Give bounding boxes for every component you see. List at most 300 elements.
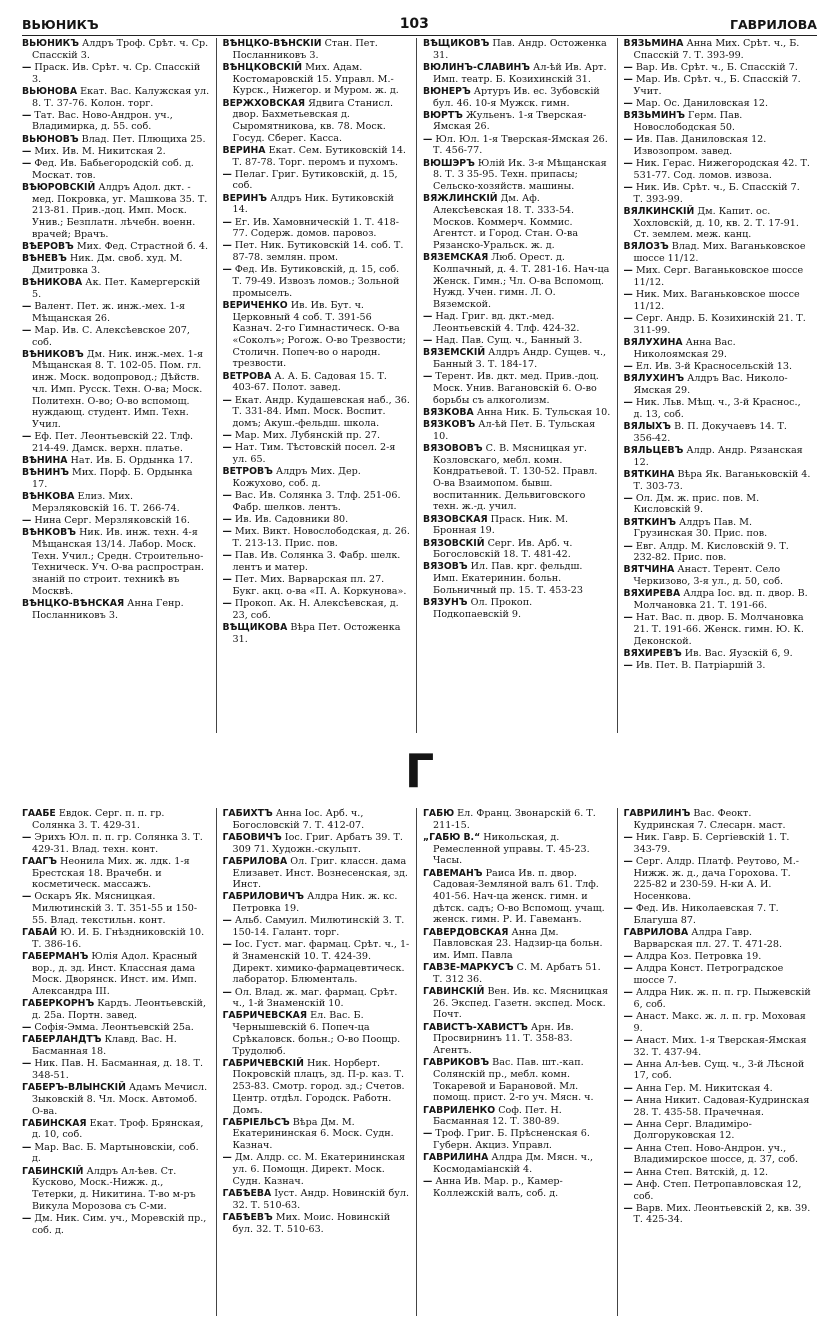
entry-details: Алдра Конст. Петроградское шоссе 7. <box>632 963 784 986</box>
entry-details: Ак. Пет. Камергерскій 5. <box>32 277 201 300</box>
directory-entry <box>223 442 411 465</box>
directory-entry <box>223 193 411 216</box>
directory-entry <box>624 1119 812 1142</box>
entry-details: Вас. Феокт. Кудринская 7. Слесарн. маст. <box>633 808 786 831</box>
entry-surname: — <box>623 963 633 975</box>
entry-surname: — <box>623 313 633 325</box>
entry-surname: — <box>22 300 32 312</box>
entry-details: Мар. Ив. С. Алексѣевское 207, соб. <box>31 324 190 348</box>
directory-entry <box>223 98 411 145</box>
entry-details: Анна Генр. Посланниковъ 3. <box>32 598 184 621</box>
directory-entry <box>423 986 611 1021</box>
entry-surname: — <box>423 371 433 383</box>
entry-surname: ВѢНЦКО-ВѢНСКІЙ <box>222 38 322 49</box>
entry-surname: ВЯЛЬЦЕВЪ <box>623 444 684 456</box>
entry-surname: ГАВЕМАНЪ <box>423 867 483 879</box>
directory-entry <box>423 335 611 347</box>
entry-surname: ВѢНЦКО-ВѢНСКАЯ <box>22 598 125 610</box>
directory-entry <box>423 110 611 133</box>
entry-details: Мар. Мих. Лубянскій пр. 27. <box>231 430 381 442</box>
entry-details: Анф. Степ. Петропавловская 12, соб. <box>632 1178 802 1202</box>
entry-surname: — <box>623 1010 633 1022</box>
directory-entry <box>423 1176 611 1199</box>
entry-details: Алдра Гавр. Варварская пл. 27. Т. 471-28. <box>633 927 783 950</box>
entry-surname: ГАБЕРЪ-ВЛЫНСКІЙ <box>22 1082 126 1094</box>
entry-surname: ГАВИНСКІЙ <box>423 986 485 998</box>
entry-surname: ГАБЕРЛАНДТЪ <box>22 1034 102 1046</box>
directory-entry <box>22 349 210 431</box>
directory-entry <box>624 361 812 373</box>
directory-entry <box>22 158 210 181</box>
entry-details: Юлій Ик. 3-я Мѣщанская 8. Т. 3 35-95. Техн. припасы; Сельско-хозяйств. машины. <box>433 157 607 192</box>
entry-surname: ВЯЛОЗЪ <box>623 241 669 253</box>
entry-details: Вар. Ив. Срѣт. ч., Б. Спасскій 7. <box>632 61 798 73</box>
entry-details: Мих. Викт. Новослободская, д. 26. Т. 213-13. Прис. пов. <box>231 526 410 550</box>
directory-entry <box>22 241 210 253</box>
entry-details: Анаст. Терент. Село Черкизово, 3-я ул., д. 50, соб. <box>633 564 784 588</box>
entry-surname: ВѢНИКОВЪ <box>22 348 84 360</box>
entry-details: Софія-Эмма. Леонтьевскій 25а. <box>31 1022 194 1034</box>
directory-entry <box>223 371 411 394</box>
directory-entry <box>423 158 611 193</box>
entry-details: Евдок. Серг. п. п. гр. Солянка 3. Т. 429-31. <box>32 808 165 831</box>
entry-surname: ВЬЮНИКЪ <box>22 38 79 49</box>
entry-surname: — <box>423 1128 433 1140</box>
entry-surname: ВЯЗОВСКАЯ <box>423 513 488 525</box>
directory-entry <box>22 38 210 61</box>
entry-surname: ГАБРИЧЕВСКАЯ <box>222 1010 308 1022</box>
directory-entry <box>423 808 611 831</box>
directory-entry <box>223 1058 411 1117</box>
entry-details: Фед. Ив. Николаевская 7. Т. Благуша 87. <box>632 903 779 926</box>
entry-surname: ВѢНКОВА <box>22 491 75 503</box>
directory-entry <box>223 145 411 168</box>
entry-details: Анна Ив. Мар. р., Камер-Коллежскій валъ, соб. д. <box>432 1176 563 1199</box>
directory-entry <box>223 808 411 831</box>
entry-surname: — <box>623 855 633 867</box>
entry-surname: „ГАБЮ В.“ <box>423 831 481 843</box>
entry-surname: ВѢНЕВЪ <box>22 253 67 265</box>
directory-entry <box>223 939 411 986</box>
entry-details: Іос. Григ. Арбатъ 39. Т. 309 71. Художн.-скульпт. <box>232 831 403 855</box>
entry-details: Ал-ѣй Ив. Арт. Имп. театр. Б. Козихинскій 31. <box>433 61 607 85</box>
entry-surname: — <box>22 891 32 903</box>
directory-entry <box>624 241 812 264</box>
entry-surname: ВЯЗЬМИНА <box>623 38 684 49</box>
entry-surname: — <box>222 915 232 927</box>
directory-entry <box>624 832 812 855</box>
entry-details: Екат. Сем. Бутиковскій 14. Т. 87-78. Торг. перомъ и пухомъ. <box>232 144 406 168</box>
entry-surname: — <box>623 1202 633 1214</box>
entry-details: Терент. Ив. дкт. мед. Прив.-доц. Моск. Унив. Вагановскій 6. О-во борьбы съ алкоголизм. <box>432 371 599 406</box>
entry-surname: ВЮНЕРЪ <box>423 85 471 97</box>
entry-details: Анаст. Мих. 1-я Тверская-Ямская 32. Т. 437-94. <box>632 1034 807 1058</box>
entry-details: Мар. Ос. Даниловская 12. <box>632 98 768 110</box>
directory-entry <box>624 1203 812 1226</box>
column <box>217 38 418 733</box>
directory-entry <box>22 1034 210 1057</box>
entry-details: Прокоп. Ак. Н. Алексѣевская, д. 23, соб. <box>231 598 399 621</box>
entry-surname: ГАВЕРДОВСКАЯ <box>423 926 509 938</box>
entry-surname: — <box>623 540 633 552</box>
entry-details: Адамъ Мечисл. Зыковскій 8. Чл. Моск. Автомоб. О-ва. <box>32 1082 208 1117</box>
directory-entry <box>22 277 210 300</box>
entry-surname: — <box>22 158 32 170</box>
directory-entry <box>22 1082 210 1117</box>
entry-details: Клавд. Вас. Н. Басманная 18. <box>32 1034 177 1058</box>
directory-entry <box>223 169 411 192</box>
entry-details: Ник. Гавр. Б. Сергіевскій 1. Т. 343-79. <box>632 831 790 855</box>
entry-details: Ив. Вас. Яузскій 6, 9. <box>681 647 793 659</box>
directory-entry <box>624 313 812 336</box>
entry-surname: — <box>623 987 633 999</box>
entry-details: Ник. Пав. Н. Басманная, д. 18. Т. 348-51. <box>31 1058 204 1081</box>
entry-details: Анна Іос. Арб. ч., Богословскій 7. Т. 412-07. <box>232 808 365 831</box>
entry-details: Анна Степ. Вятскій, д. 12. <box>632 1166 769 1178</box>
entry-surname: ГАБРИЛОВИЧЪ <box>222 891 305 903</box>
entry-details: Анна Степ. Ново-Андрон. уч., Владимирское шоссе, д. 37, соб. <box>632 1142 799 1166</box>
directory-entry <box>624 1011 812 1034</box>
directory-entry <box>22 1058 210 1081</box>
directory-entry <box>22 927 210 950</box>
entry-details: Алдр. Андр. Рязанская 12. <box>633 444 803 468</box>
section-letter: Г <box>404 744 435 798</box>
directory-entry <box>423 1152 611 1175</box>
entry-details: Ив. Пет. В. Патріаршій 3. <box>632 660 766 672</box>
entry-surname: — <box>623 492 633 504</box>
entry-surname: ВЕРИНЪ <box>222 192 268 204</box>
directory-entry <box>423 134 611 157</box>
entry-details: Дм. Ник. инж.-мех. 1-я Мѣщанская 8. Т. 102-05. Пом. гл. инж. Моск. водопровод.; Дѣйств. чл. Имп. Русск. Техн. О-ва; Моск. Политехн. О-во; О-во вспомощ. нуждающ. студент. Имп. Техн. Учил. <box>32 348 204 430</box>
entry-surname: ВЯЗОВСКІЙ <box>423 537 485 549</box>
entry-surname: ВѢНИНЪ <box>22 467 69 479</box>
directory-entry <box>624 74 812 97</box>
entry-surname: — <box>623 74 633 86</box>
column <box>618 38 818 733</box>
directory-entry <box>423 868 611 927</box>
entry-details: Пав. Ив. Солянка 3. Фабр. шелк. лентъ и матер. <box>231 550 401 573</box>
directory-entry <box>423 407 611 419</box>
entry-surname: ГАБАЙ <box>22 927 58 939</box>
directory-entry <box>22 455 210 467</box>
entry-details: Арн. Ив. Просвирнинъ 11. Т. 358-83. Агентъ. <box>433 1021 574 1057</box>
entry-surname: — <box>423 335 433 347</box>
entry-details: Екат. Вас. Калужская ул. 8. Т. 37-76. Колон. торг. <box>32 85 210 109</box>
entry-details: Алдръ Ал-ѣев. Ст. Кусково, Моск.-Нижж. д., Тетерки, д. Никитина. Т-во м-ръ Викула Морозова съ С-ми. <box>32 1165 196 1212</box>
entry-details: Праск. Ник. М. Бронная 19. <box>433 513 569 537</box>
directory-entry <box>624 493 812 516</box>
entry-surname: ВЮШЭРЪ <box>423 157 475 169</box>
header-right: ГАВРИЛОВА <box>729 17 817 32</box>
directory-entry <box>423 1057 611 1104</box>
entry-details: Раиса Ив. п. двор. Садовая-Земляной валъ 61. Тлф. 401-56. Нач-ца женск. гимн. и дѣтск. садъ; О-во Вспомощ. учащ. женск. гимн. Р. И. Гавеманъ. <box>433 867 605 926</box>
entry-details: Вѣра Як. Ваганьковскій 4. Т. 303-73. <box>633 468 811 492</box>
entry-details: Алдра Іос. вд. п. двор. В. Молчановка 21. Т. 191-66. <box>633 588 808 612</box>
directory-entry <box>624 856 812 903</box>
entry-surname: — <box>222 168 232 180</box>
entry-details: Пет. Ник. Бутиковскій 14. соб. Т. 87-78. землян. пром. <box>231 240 404 264</box>
entry-surname: ВЮРТЪ <box>423 109 463 121</box>
directory-entry <box>624 588 812 611</box>
entry-surname: — <box>423 133 433 145</box>
entry-surname: ВЕТРОВА <box>222 370 272 382</box>
entry-surname: ГАБЮ <box>423 808 455 819</box>
directory-entry <box>624 1059 812 1082</box>
entry-details: Юл. Юл. 1-я Тверская-Ямская 26. Т. 456-77. <box>432 133 608 157</box>
directory-entry <box>22 182 210 241</box>
entry-details: Алдра Ник. ж. кс. Петровка 19. <box>232 891 398 915</box>
entry-details: Пет. Мих. Варварская пл. 27. Букг. акц. о-ва «П. А. Коркунова». <box>231 574 407 597</box>
entry-details: Юлія Адол. Красный вор., д. зд. Инст. Классная дама Моск. Дворянск. Инст. им. Имп. Александра III. <box>32 950 198 998</box>
entry-details: Эрихъ Юл. п. п. гр. Солянка 3. Т. 429-31. Влад. техн. конт. <box>31 831 203 855</box>
entry-surname: ВЯЛЫХЪ <box>623 421 672 432</box>
directory-entry <box>624 98 812 110</box>
directory-entry <box>22 856 210 891</box>
entry-details: Люб. Орест. д. Колпачный, д. 4. Т. 281-16. Нач-ца Женск. Гимн.; Чл. О-ва Вспомощ. Нужд. Учен. гимн. Л. О. Вяземской. <box>433 252 610 310</box>
directory-entry <box>624 265 812 288</box>
column <box>417 38 618 733</box>
entry-details: Ядвига Станисл. двор. Бахметьевская д. Сыромятникова, кв. 78. Моск. Госуд. Сберег. Касса. <box>232 97 394 144</box>
directory-entry <box>223 832 411 855</box>
entry-surname: ГАБИНСКІЙ <box>22 1165 84 1177</box>
entry-surname: — <box>623 61 633 73</box>
entry-details: Ол. Влад. ж. маг. фармац. Срѣт. ч., 1-й Знаменскій 10. <box>231 986 398 1010</box>
directory-entry <box>22 110 210 133</box>
entry-surname: ГАВРИКОВЪ <box>423 1057 490 1069</box>
directory-entry <box>423 597 611 620</box>
entry-surname: — <box>22 324 32 336</box>
entry-surname: ГАБРИЧЕВСКІЙ <box>222 1057 304 1069</box>
entry-details: Варв. Мих. Леонтьевскій 2, кв. 39. Т. 425-34. <box>632 1202 811 1226</box>
directory-entry <box>22 808 210 831</box>
entry-details: Ел. Вас. Б. Чернышевскій 6. Попеч-ца Срѣкаловск. больн.; О-во Поощр. Трудолюб. <box>232 1010 401 1057</box>
entry-surname: — <box>222 240 232 252</box>
directory-entry <box>22 1213 210 1236</box>
header-left: ВЬЮНИКЪ <box>22 17 99 32</box>
directory-entry <box>223 490 411 513</box>
entry-details: Вас. Ив. Солянка 3. Тлф. 251-06. Фабр. шелков. лентъ. <box>231 490 401 513</box>
directory-entry <box>624 206 812 241</box>
entry-surname: ВЮЛИНЪ-СЛАВИНЪ <box>423 61 530 73</box>
entry-details: С. М. Арбатъ 51. Т. 312 36. <box>433 962 601 985</box>
entry-surname: ГАВРИЛИНЪ <box>623 808 691 819</box>
directory-entry <box>624 110 812 133</box>
entry-details: Анна Никит. Садовая-Кудринская 28. Т. 435-58. Прачечная. <box>632 1094 810 1118</box>
entry-details: Дм. Капит. ос. Хохловскій, д. 10, кв. 2. Т. 17-91. Ст. землем. меж. канц. <box>633 205 799 241</box>
entry-details: Дм. Алдр. сс. М. Екатерининская ул. 6. Помощн. Директ. Моск. Судн. Казнач. <box>231 1152 406 1187</box>
directory-entry <box>223 622 411 645</box>
directory-entry <box>223 430 411 442</box>
entry-details: Соф. Пет. Н. Басманная 12. Т. 380-89. <box>433 1104 562 1128</box>
directory-entry <box>22 253 210 276</box>
directory-entry <box>423 86 611 109</box>
directory-entry <box>624 951 812 963</box>
entry-details: Елиз. Мих. Мерзляковскій 16. Т. 266-74. <box>32 491 180 514</box>
directory-entry <box>423 252 611 311</box>
entry-surname: ВЯХИРЕВА <box>623 588 681 600</box>
entry-details: Мих. Серг. Ваганьковское шоссе 11/12. <box>632 265 804 289</box>
directory-entry <box>223 1188 411 1211</box>
entry-details: Вен. Ив. кс. Мясницкая 26. Экспед. Газетн. экспед. Моск. Почт. <box>433 986 609 1021</box>
directory-entry <box>624 517 812 540</box>
entry-surname: ГАБИНСКАЯ <box>22 1117 87 1129</box>
entry-details: Мих. Фед. Страстной б. 4. <box>73 240 209 252</box>
entry-surname: — <box>222 598 232 610</box>
page-number: 103 <box>399 16 429 32</box>
directory-entry <box>223 856 411 891</box>
directory-entry <box>624 1083 812 1095</box>
directory-entry <box>624 648 812 660</box>
entry-surname: — <box>222 574 232 586</box>
entry-surname: — <box>22 1022 32 1034</box>
directory-entry <box>423 514 611 537</box>
entry-surname: — <box>222 550 232 562</box>
entry-details: Нат. Вас. п. двор. Б. Молчановка 21. Т. 191-66. Женск. гимн. Ю. К. Деконской. <box>632 612 804 647</box>
directory-entry <box>223 915 411 938</box>
entry-details: Ник. Дм. своб. худ. М. Дмитровка 3. <box>32 253 183 276</box>
directory-entry <box>223 526 411 549</box>
entry-surname: — <box>623 181 633 193</box>
entry-details: Анна Мих. Срѣт. ч., Б. Спасскій 7. Т. 393-99. <box>633 38 800 61</box>
entry-surname: ВѢЩИКОВЪ <box>423 38 490 49</box>
directory-entry <box>22 951 210 998</box>
directory-entry <box>624 182 812 205</box>
entry-surname: ГАБЕРКОРНЪ <box>22 998 95 1010</box>
directory-entry <box>624 1179 812 1202</box>
entry-details: Ел. Ив. 3-й Красносельскій 13. <box>632 360 793 372</box>
entry-surname: — <box>623 660 633 672</box>
entry-details: Нат. Ив. Б. Ордынка 17. <box>67 455 193 467</box>
entry-surname: — <box>222 526 232 538</box>
entry-surname: ГАБѢЕВА <box>222 1188 272 1199</box>
entry-details: Ю. И. Б. Гнѣздниковскій 10. Т. 386-16. <box>32 927 205 950</box>
directory-entry <box>624 612 812 647</box>
entry-surname: — <box>22 515 32 527</box>
directory-entry <box>22 431 210 454</box>
entry-surname: ВЕТРОВЪ <box>222 466 273 478</box>
entry-details: Алдръ Вас. Николо-Ямская 29. <box>633 373 788 396</box>
directory-entry <box>423 443 611 513</box>
entry-details: Нина Серг. Мерзляковскій 16. <box>31 515 190 527</box>
directory-entry <box>624 445 812 468</box>
directory-entry <box>423 962 611 985</box>
entry-surname: ВѢЮРОВСКІЙ <box>22 181 96 193</box>
entry-surname: ВЯТЧИНА <box>623 564 675 576</box>
directory-entry <box>223 891 411 914</box>
entry-surname: ВЯЛКИНСКІЙ <box>623 205 695 217</box>
directory-entry <box>223 1152 411 1187</box>
entry-surname: ВЯТКИНЪ <box>623 516 676 528</box>
directory-entry <box>423 1128 611 1151</box>
entry-surname: ГАБРИЛОВА <box>222 855 288 867</box>
entry-details: Тат. Вас. Ново-Андрон. уч., Владимирка, д. 55. соб. <box>31 109 173 133</box>
entry-details: Алдръ Пав. М. Грузинская 30. Прис. пов. <box>633 516 768 540</box>
directory-entry <box>624 541 812 564</box>
entry-details: Пелаг. Григ. Бутиковскій, д. 15, соб. <box>231 168 398 192</box>
entry-surname: — <box>222 430 232 442</box>
entry-details: Ег. Ив. Хамовническій 1. Т. 418-77. Содерж. домов. паровоз. <box>231 216 399 240</box>
directory-entry <box>223 38 411 61</box>
entry-surname: — <box>222 442 232 454</box>
entry-details: Неонила Мих. ж. лдк. 1-я Брестская 18. Врачебн. и косметическ. массажъ. <box>32 855 190 891</box>
entry-details: Екат. Троф. Брянская, д. 10, соб. <box>32 1117 204 1141</box>
entry-details: Мих. Порф. Б. Ордынка 17. <box>32 467 193 491</box>
entry-surname: — <box>623 1082 633 1094</box>
directory-entry <box>624 1095 812 1118</box>
entry-details: Дм. Ник. Сим. уч., Моревскій пр., соб. д. <box>31 1212 207 1236</box>
entry-surname: — <box>222 264 232 276</box>
directory-entry <box>22 467 210 490</box>
directory-entry <box>423 927 611 962</box>
directory-entry <box>423 347 611 370</box>
directory-entry <box>223 574 411 597</box>
entry-details: Ник. Герас. Нижегородская 42. Т. 531-77. Сод. ломов. извоза. <box>632 158 810 181</box>
entry-details: Кардъ. Леонтьевскій, д. 25а. Портн. завед. <box>32 998 206 1021</box>
entry-details: Анна Ник. Б. Тульская 10. <box>473 406 611 418</box>
directory-entry <box>223 217 411 240</box>
entry-details: В. П. Докучаевъ 14. Т. 356-42. <box>633 421 787 444</box>
directory-entry <box>22 1022 210 1034</box>
entry-surname: — <box>623 397 633 409</box>
directory-entry <box>624 987 812 1010</box>
entry-surname: ВѢНЦКОВСКІЙ <box>222 61 303 73</box>
entry-surname: — <box>623 98 633 110</box>
directory-entry <box>223 598 411 621</box>
entry-surname: ВЯХИРЕВЪ <box>623 647 682 659</box>
entry-surname: ВЬЮНОВА <box>22 85 78 97</box>
entry-details: Алдра Дм. Мясн. ч., Космодамiанскій 4. <box>433 1152 594 1176</box>
directory-entry <box>624 660 812 672</box>
entry-surname: — <box>22 109 32 121</box>
directory-entry <box>423 561 611 596</box>
directory-entry <box>624 808 812 831</box>
entry-surname: — <box>22 1058 32 1070</box>
directory-entry <box>22 62 210 85</box>
directory-entry <box>223 300 411 370</box>
directory-entry <box>223 395 411 430</box>
entry-surname: — <box>22 431 32 443</box>
entry-details: Анаст. Макс. ж. л. п. гр. Моховая 9. <box>632 1010 806 1034</box>
entry-details: Ил. Пав. крг. фельдш. Имп. Екатеринин. больн. Больничный пр. 15. Т. 453-23 <box>433 561 583 596</box>
entry-surname: — <box>222 939 232 951</box>
entry-surname: ГААБЕ <box>22 808 56 819</box>
entry-surname: ГАБРІЕЛЬСЪ <box>222 1116 290 1128</box>
entry-surname: — <box>22 1141 32 1153</box>
directory-entry <box>223 466 411 489</box>
entry-surname: ВЯЗЬМИНЪ <box>623 110 685 122</box>
entry-details: Мар. Вас. Б. Мартыновскіи, соб. д. <box>31 1141 199 1165</box>
directory-entry <box>624 62 812 74</box>
directory-entry <box>223 514 411 526</box>
entry-surname: — <box>22 145 32 157</box>
entry-details: Анна Дм. Павловская 23. Надзир-ца больн. им. Имп. Павла <box>433 926 603 961</box>
entry-surname: — <box>623 265 633 277</box>
entry-details: Анна Гер. М. Никитская 4. <box>632 1082 773 1094</box>
entry-surname: ГАБЕРМАНЪ <box>22 950 89 962</box>
entry-details: Еф. Пет. Леонтьевскій 22. Тлф. 214-49. Дамск. верхн. платье. <box>31 431 194 454</box>
entry-details: Жульенъ. 1-я Тверская-Ямская 26. <box>433 109 587 133</box>
entry-surname: — <box>222 394 232 406</box>
entry-details: Алдръ Мих. Дер. Кожухово, соб. д. <box>232 466 361 490</box>
directory-entry <box>223 1212 411 1235</box>
entry-details: Троф. Григ. Б. Прѣсненская 6. Губерн. Акциз. Управл. <box>432 1128 590 1152</box>
directory-entry <box>223 1010 411 1057</box>
entry-details: Фед. Ив. Бутиковскій, д. 15, соб. Т. 79-49. Извозъ ломов.; Зольной промыселъ. <box>231 264 400 299</box>
directory-entry <box>22 491 210 514</box>
entry-details: Вѣра Пет. Остоженка 31. <box>232 621 401 645</box>
directory-entry <box>423 538 611 561</box>
entry-details: Мар. Ив. Срѣт. ч., Б. Спасскій 7. Учит. <box>632 74 801 97</box>
